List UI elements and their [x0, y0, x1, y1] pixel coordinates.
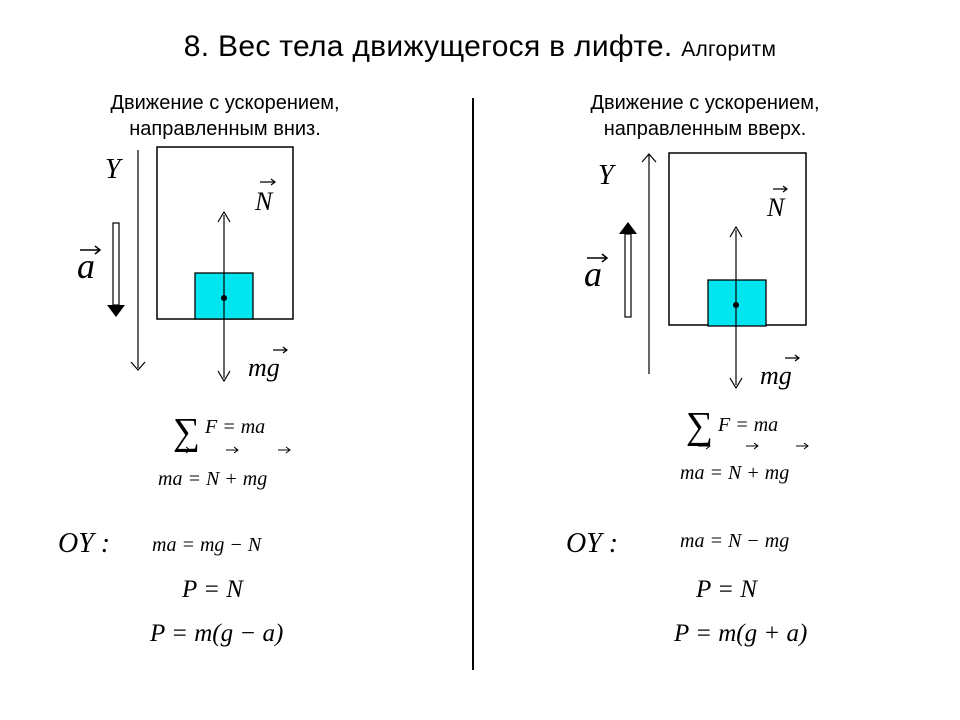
right-eq-sum: F = ma: [718, 414, 779, 436]
page-title: [0, 30, 960, 64]
left-eq-result: P = m(g − a): [150, 620, 284, 647]
right-mg-label: mg: [760, 361, 792, 390]
left-sum-symbol: ∑: [173, 411, 201, 453]
left-n-vector-mark: [260, 179, 275, 185]
right-eq-vector: ma = N + mg: [680, 462, 790, 484]
left-mg-label: mg: [248, 353, 280, 382]
title-sub: Алгоритм: [681, 38, 777, 61]
right-n-vector-mark: [773, 186, 787, 192]
right-heading-line1: Движение с ускорением,: [590, 92, 820, 114]
right-sum-symbol: ∑: [686, 405, 714, 447]
left-heading-line1: Движение с ускорением,: [110, 92, 340, 114]
left-eq-weight: P = N: [182, 576, 243, 603]
right-n-label: N: [767, 193, 785, 222]
column-divider: [472, 98, 474, 670]
left-heading: [60, 90, 390, 142]
right-accel-arrow-shaft: [625, 234, 631, 317]
left-accel-arrow-shaft: [113, 223, 119, 305]
left-a-label: a: [77, 246, 95, 286]
right-eq-oy: ma = N − mg: [680, 530, 790, 552]
right-y-label: Y: [598, 160, 614, 191]
right-eq-result: P = m(g + a): [674, 620, 808, 647]
left-axis-prefix: OY :: [58, 528, 111, 559]
left-eq-vector-marks: [160, 444, 300, 454]
right-eq-weight: P = N: [696, 576, 757, 603]
right-accel-arrow-head: [619, 222, 637, 234]
left-n-label: N: [255, 187, 273, 216]
right-heading: [540, 90, 870, 142]
left-accel-arrow-head: [107, 305, 125, 317]
left-diagram: [60, 140, 360, 390]
right-eq-vector-marks: [680, 440, 820, 450]
left-heading-line2: направленным вниз.: [129, 118, 321, 140]
title-main: 8. Вес тела движущегося в лифте.: [183, 30, 673, 63]
left-eq-oy: ma = mg − N: [152, 534, 262, 556]
left-eq-sum: F = ma: [205, 416, 266, 438]
right-heading-line2: направленным вверх.: [603, 118, 807, 140]
left-y-label: Y: [105, 154, 121, 185]
left-eq-vector: ma = N + mg: [158, 468, 268, 490]
right-axis-prefix: OY :: [566, 528, 619, 559]
right-diagram: [570, 140, 870, 400]
right-a-label: a: [584, 254, 602, 294]
